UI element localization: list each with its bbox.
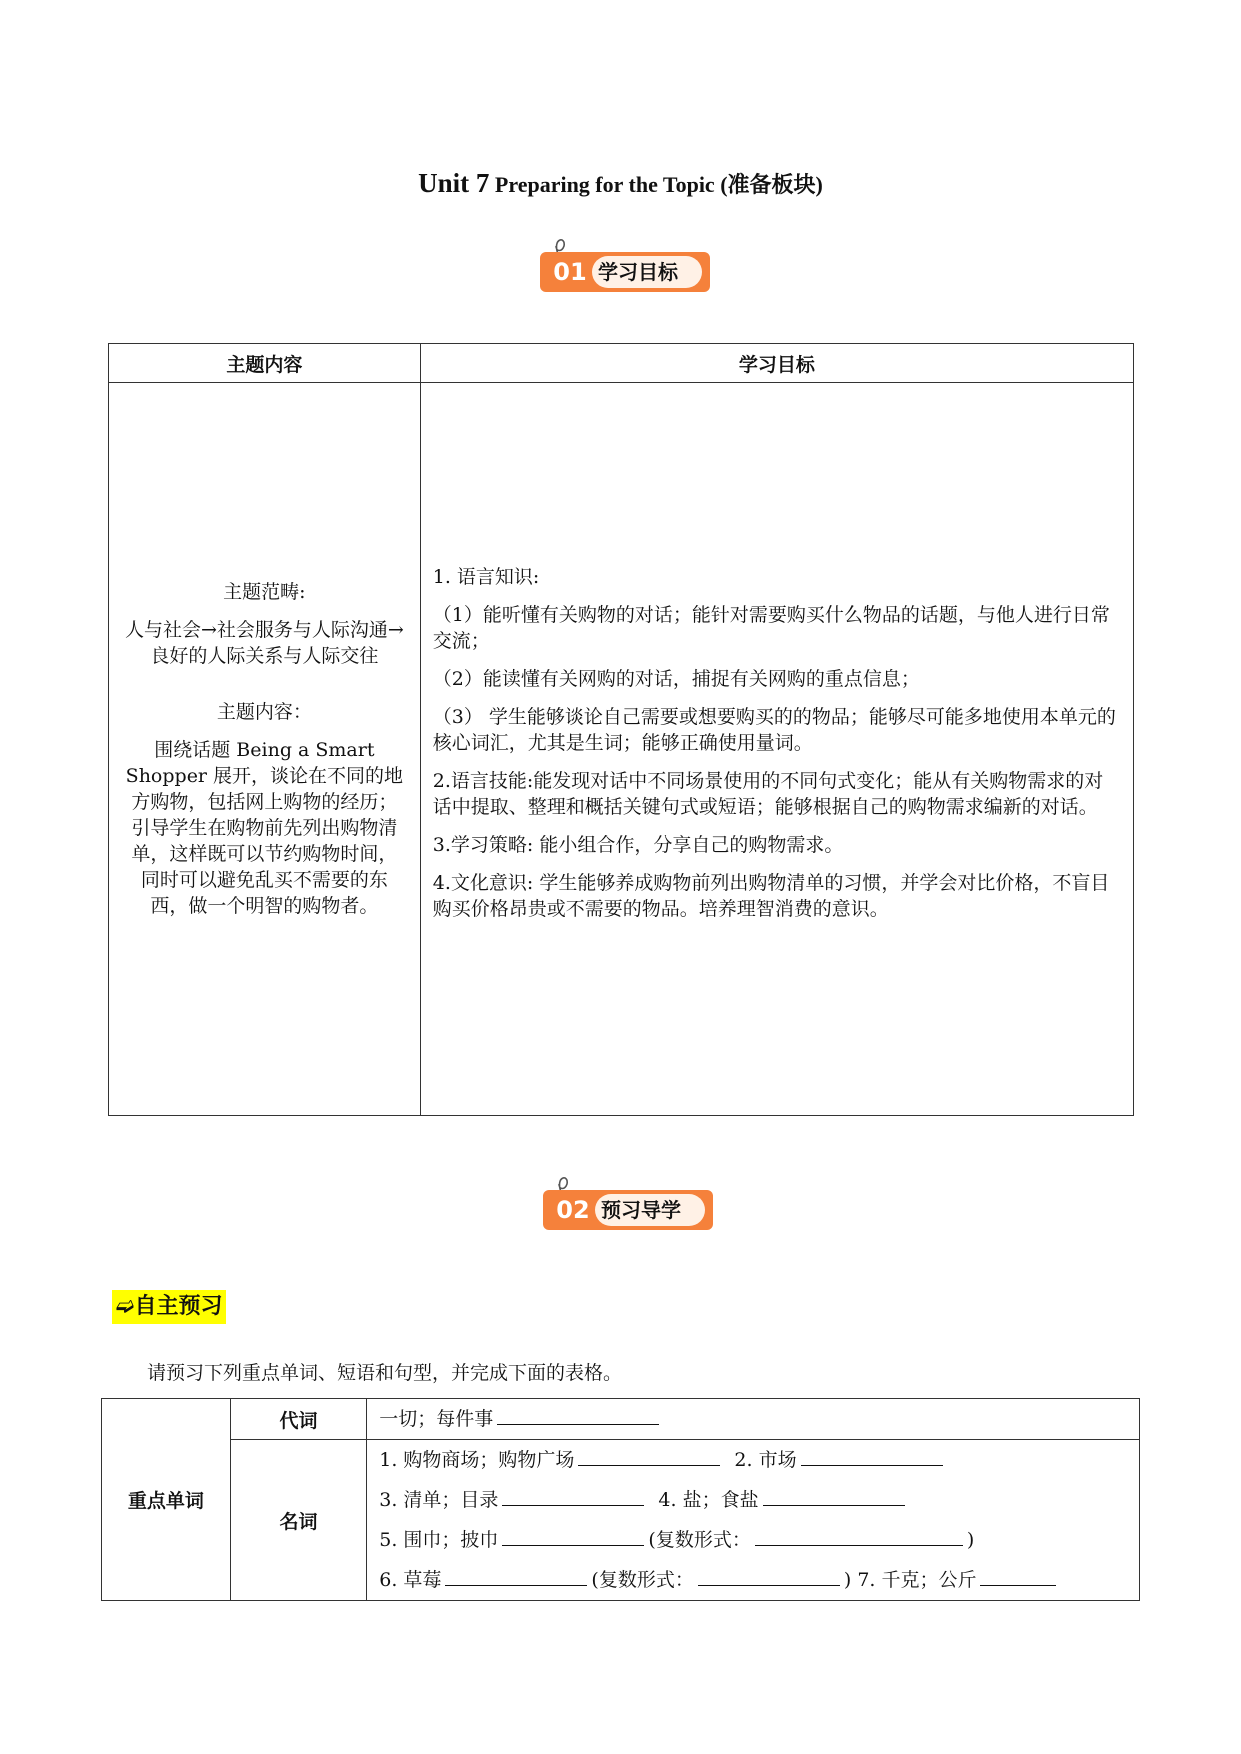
noun-item: 5. 围巾；披巾 — [379, 1529, 499, 1551]
objective-item: （1）能听懂有关购物的对话；能针对需要购买什么物品的话题，与他人进行日常交流； — [432, 604, 1110, 652]
answer-blank[interactable] — [578, 1444, 720, 1466]
objective-item: 3.学习策略: 能小组合作，分享自己的购物需求。 — [432, 834, 844, 856]
badge-label: 学习目标 — [598, 260, 678, 284]
header-objectives: 学习目标 — [420, 344, 1133, 383]
objective-item: 4.文化意识: 学生能够养成购物前列出购物清单的习惯，并学会对比价格，不盲目购买价格昂贵或不需要的物品。培养理智消费的意识。 — [432, 872, 1110, 920]
page-title — [0, 168, 1241, 199]
noun-item: 6. 草莓 — [379, 1569, 442, 1591]
answer-blank[interactable] — [698, 1564, 840, 1586]
self-study-label: 自主预习 — [134, 1294, 223, 1319]
section-badge-objectives — [530, 232, 730, 302]
answer-blank[interactable] — [763, 1484, 905, 1506]
title-unit: Unit 7 — [418, 168, 490, 198]
close-paren: ) — [843, 1569, 852, 1591]
content-text: 围绕话题 Being a Smart Shopper 展开，谈论在不同的地方购物，包括网上购物的经历；引导学生在购物前先列出购物清单，这样既可以节约购物时间，同时可以避免乱买不需要的东西，做一个明智的购物者。 — [125, 739, 404, 917]
objective-item: （2）能读懂有关网购的对话，捕捉有关网购的重点信息； — [432, 668, 920, 690]
pronoun-item: 一切；每件事 — [379, 1408, 494, 1430]
pronoun-label: 代词 — [230, 1399, 367, 1440]
badge-label: 预习导学 — [601, 1198, 681, 1222]
noun-item: 4. 盐；食盐 — [658, 1489, 759, 1511]
answer-blank[interactable] — [502, 1524, 644, 1546]
header-topic: 主题内容 — [109, 344, 421, 383]
section-badge-preview — [533, 1170, 733, 1240]
noun-item: 2. 市场 — [734, 1449, 797, 1471]
answer-blank[interactable] — [497, 1403, 659, 1425]
answer-blank[interactable] — [445, 1564, 587, 1586]
noun-label: 名词 — [230, 1440, 367, 1601]
objective-item: （3） 学生能够谈论自己需要或想要购买的的物品；能够尽可能多地使用本单元的核心词汇，尤其是生词；能够正确使用量词。 — [432, 706, 1116, 754]
noun-item: 7. 千克；公斤 — [857, 1569, 977, 1591]
pronoun-cell — [367, 1399, 1140, 1440]
close-paren: ) — [966, 1529, 975, 1551]
badge-number: 02 — [556, 1196, 590, 1224]
topic-cell — [109, 383, 421, 1116]
noun-item: 3. 清单；目录 — [379, 1489, 499, 1511]
plural-form-label: (复数形式： — [648, 1529, 751, 1551]
self-study-heading — [112, 1290, 226, 1324]
noun-cell — [367, 1440, 1140, 1601]
answer-blank[interactable] — [980, 1564, 1056, 1586]
plural-form-label: (复数形式： — [591, 1569, 694, 1591]
objective-item: 1. 语言知识: — [432, 566, 540, 588]
category-text: 人与社会→社会服务与人际沟通→良好的人际关系与人际交往 — [124, 619, 404, 667]
objective-item: 2.语言技能:能发现对话中不同场景使用的不同句式变化；能从有关购物需求的对话中提取、整理和概括关键句式或短语；能够根据自己的购物需求编新的对话。 — [432, 770, 1104, 818]
answer-blank[interactable] — [502, 1484, 644, 1506]
badge-number: 01 — [553, 258, 587, 286]
content-label: 主题内容： — [216, 701, 312, 723]
noun-item: 1. 购物商场；购物广场 — [379, 1449, 575, 1471]
answer-blank[interactable] — [801, 1444, 943, 1466]
group-label: 重点单词 — [102, 1399, 231, 1601]
objectives-cell — [420, 383, 1133, 1116]
objectives-table — [108, 343, 1134, 1116]
answer-blank[interactable] — [755, 1524, 963, 1546]
title-rest: Preparing for the Topic (准备板块) — [489, 172, 823, 197]
double-arrow-icon: ➫ — [116, 1294, 135, 1319]
intro-text: 请预习下列重点单词、短语和句型，并完成下面的表格。 — [147, 1362, 623, 1384]
category-label: 主题范畴: — [223, 581, 306, 603]
vocabulary-table — [101, 1398, 1140, 1601]
